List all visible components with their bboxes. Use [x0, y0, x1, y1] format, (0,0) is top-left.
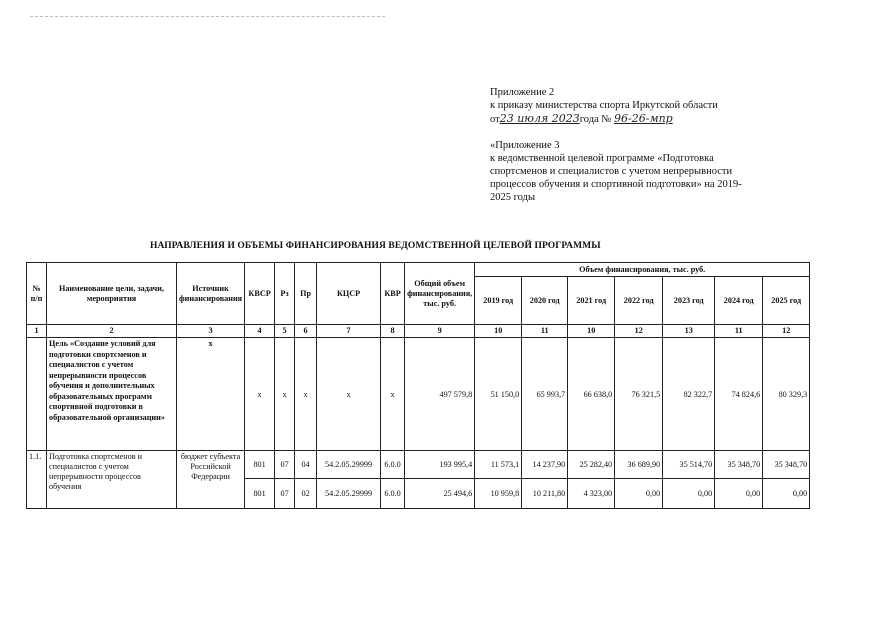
col-year-2021: 2021 год	[568, 277, 615, 325]
item-kvsr: 801	[245, 451, 275, 479]
goal-year-value: 66 638,0	[568, 338, 615, 451]
handwritten-date: 23 июля 2023	[499, 112, 580, 125]
item-source: бюджет субъекта Российской Федерации	[177, 451, 245, 509]
col-year-2024: 2024 год	[715, 277, 763, 325]
appendix-number: Приложение 2	[490, 87, 555, 98]
index-cell: 11	[715, 325, 763, 338]
col-kvsr-header: КВСР	[245, 263, 275, 325]
goal-year-value: 65 993,7	[522, 338, 568, 451]
item-rz: 07	[275, 451, 295, 479]
index-cell: 11	[522, 325, 568, 338]
item-kcsr: 54.2.05.29999	[317, 479, 381, 509]
index-cell: 6	[295, 325, 317, 338]
item-year-value: 36 689,90	[615, 451, 663, 479]
item-kcsr: 54.2.05.29999	[317, 451, 381, 479]
col-year-2022: 2022 год	[615, 277, 663, 325]
col-kvr-header: КВР	[381, 263, 405, 325]
index-cell: 2	[47, 325, 177, 338]
index-cell: 8	[381, 325, 405, 338]
index-cell: 10	[475, 325, 522, 338]
item-year-value: 35 348,70	[763, 451, 810, 479]
goal-kvsr: х	[245, 338, 275, 451]
goal-row	[27, 338, 810, 451]
item-kvr: 6.0.0	[381, 451, 405, 479]
index-cell: 10	[568, 325, 615, 338]
col-pr-header: Пр	[295, 263, 317, 325]
date-year-suffix: года №	[579, 114, 612, 125]
item-pr: 02	[295, 479, 317, 509]
index-cell: 9	[405, 325, 475, 338]
scan-artifact-line	[30, 16, 385, 17]
item-total: 193 995,4	[405, 451, 475, 479]
col-year-2023: 2023 год	[663, 277, 715, 325]
goal-year-value: 74 824,6	[715, 338, 763, 451]
page-title: НАПРАВЛЕНИЯ И ОБЪЕМЫ ФИНАНСИРОВАНИЯ ВЕДОМСТВЕННОЙ ЦЕЛЕВОЙ ПРОГРАММЫ	[150, 241, 601, 251]
goal-year-value: 51 150,0	[475, 338, 522, 451]
col-year-2025: 2025 год	[763, 277, 810, 325]
header-row-1	[27, 263, 810, 277]
col-source-header: Источник финансирования	[177, 263, 245, 325]
order-reference: к приказу министерства спорта Иркутской области	[490, 100, 718, 111]
index-cell: 3	[177, 325, 245, 338]
handwritten-order-number: 96-26-мпр	[614, 112, 673, 125]
date-prefix: от	[490, 114, 500, 125]
col-name-header: Наименование цели, задачи, мероприятия	[47, 263, 177, 325]
index-cell: 4	[245, 325, 275, 338]
item-year-value: 14 237,90	[522, 451, 568, 479]
item-year-value: 0,00	[763, 479, 810, 509]
item-year-value: 10 959,8	[475, 479, 522, 509]
item-pr: 04	[295, 451, 317, 479]
index-cell: 5	[275, 325, 295, 338]
index-cell: 13	[663, 325, 715, 338]
item-rz: 07	[275, 479, 295, 509]
col-total-header: Общий объем финансирования, тыс. руб.	[405, 263, 475, 325]
item-num: 1.1.	[27, 451, 47, 509]
item-year-value: 0,00	[663, 479, 715, 509]
goal-total: 497 579,8	[405, 338, 475, 451]
item-kvr: 6.0.0	[381, 479, 405, 509]
financing-table	[26, 262, 810, 509]
col-num-header: № п/п	[27, 263, 47, 325]
goal-year-value: 80 329,3	[763, 338, 810, 451]
item-total: 25 494,6	[405, 479, 475, 509]
appendix3-label: «Приложение 3	[490, 140, 560, 151]
col-rz-header: Рз	[275, 263, 295, 325]
item-year-value: 35 348,70	[715, 451, 763, 479]
item-year-value: 11 573,1	[475, 451, 522, 479]
goal-year-value: 82 322,7	[663, 338, 715, 451]
program-line-2: спортсменов и специалистов с учетом непрерывности	[490, 166, 733, 177]
appendix-header	[490, 86, 790, 204]
item-year-value: 0,00	[715, 479, 763, 509]
item-year-value: 25 282,40	[568, 451, 615, 479]
item-row-1	[27, 451, 810, 479]
goal-num	[27, 338, 47, 451]
program-line-4: 2025 годы	[490, 192, 536, 203]
col-year-2020: 2020 год	[522, 277, 568, 325]
column-index-row	[27, 325, 810, 338]
goal-pr: х	[295, 338, 317, 451]
goal-name: Цель «Создание условий для подготовки спортсменов и специалистов с учетом непрерывности процессов обучения и дополнительных образовательных программ спортивной подготовки в образовательной организации»	[47, 338, 177, 451]
index-cell: 12	[615, 325, 663, 338]
item-year-value: 35 514,70	[663, 451, 715, 479]
goal-kvr: х	[381, 338, 405, 451]
program-line-1: к ведомственной целевой программе «Подготовка	[490, 153, 714, 164]
item-kvsr: 801	[245, 479, 275, 509]
goal-rz: х	[275, 338, 295, 451]
item-year-value: 4 323,00	[568, 479, 615, 509]
col-year-2019: 2019 год	[475, 277, 522, 325]
goal-year-value: 76 321,5	[615, 338, 663, 451]
index-cell: 12	[763, 325, 810, 338]
item-name: Подготовка спортсменов и специалистов с учетом непрерывности процессов обучения	[47, 451, 177, 509]
index-cell: 7	[317, 325, 381, 338]
goal-kcsr: х	[317, 338, 381, 451]
col-group-header: Объем финансирования, тыс. руб.	[475, 263, 810, 277]
goal-source: х	[177, 338, 245, 451]
item-year-value: 0,00	[615, 479, 663, 509]
item-year-value: 10 211,80	[522, 479, 568, 509]
col-kcsr-header: КЦСР	[317, 263, 381, 325]
index-cell: 1	[27, 325, 47, 338]
program-line-3: процессов обучения и спортивной подготовки» на 2019-	[490, 179, 742, 190]
order-date-line	[490, 112, 790, 126]
